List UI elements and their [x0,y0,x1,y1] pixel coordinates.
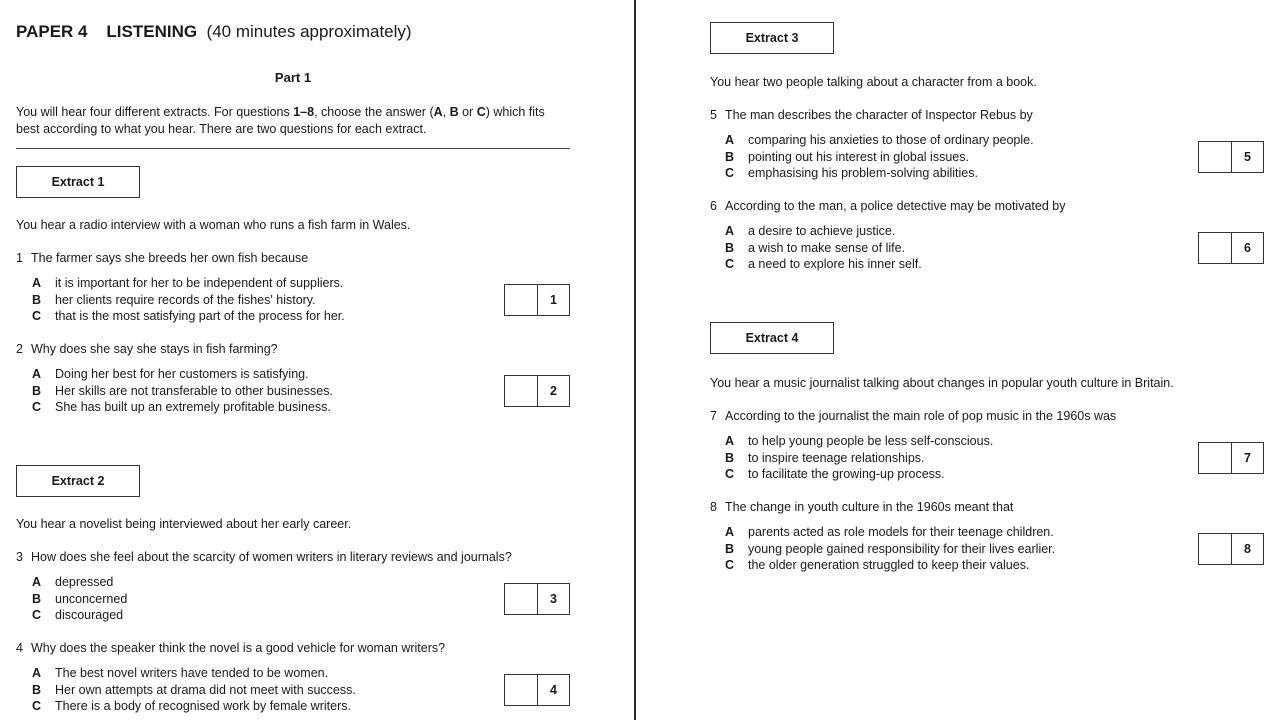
option-c [32,308,345,325]
option-letter: C [725,166,735,180]
answer-box-8[interactable] [1198,533,1264,565]
option-text: comparing his anxieties to those of ordinary people. [748,133,1034,147]
option-c [725,557,1055,574]
question-4-options [32,665,356,715]
paper-title [16,22,412,42]
option-text: a need to explore his inner self. [748,257,922,271]
instructions-letter: C [476,105,486,119]
instructions-letter: B [449,105,459,119]
question-6-options [725,223,922,273]
option-text: Her skills are not transferable to other businesses. [55,383,333,398]
instructions-text: ) which fits [485,105,545,119]
extract-2-context: You hear a novelist being interviewed about her early career. [16,517,352,531]
option-letter: A [32,276,42,290]
question-number: 5 [710,108,717,122]
option-text: her clients require records of the fishes' history. [55,292,316,307]
option-c [725,165,1034,182]
question-1-options [32,275,345,325]
option-letter: A [32,575,42,589]
extract-3-label: Extract 3 [710,22,834,54]
option-letter: A [725,434,735,448]
option-letter: A [725,525,735,539]
option-b [32,682,356,699]
option-text: There is a body of recognised work by female writers. [55,699,351,713]
question-number: 1 [16,251,23,265]
option-letter: C [32,699,42,713]
option-letter: B [725,541,735,556]
question-2 [16,342,278,356]
answer-box-4[interactable] [504,674,570,706]
question-text: Why does she say she stays in fish farming? [31,342,278,356]
question-text: How does she feel about the scarcity of women writers in literary reviews and journals? [31,550,512,564]
answer-box-3[interactable] [504,583,570,615]
option-text: a desire to achieve justice. [748,224,896,238]
answer-input[interactable] [505,675,538,705]
option-text: young people gained responsibility for their lives earlier. [748,541,1056,556]
instructions-range: 1–8 [293,105,315,119]
option-letter: B [32,682,42,697]
answer-input[interactable] [1199,443,1232,473]
option-letter: A [725,224,735,238]
answer-box-number: 5 [1244,150,1251,164]
answer-input[interactable] [1199,233,1232,263]
option-letter: C [32,608,42,622]
question-number: 6 [710,199,717,213]
question-text: The farmer says she breeds her own fish because [31,251,309,265]
question-text: According to the journalist the main role of pop music in the 1960s was [725,409,1117,423]
option-b [725,240,922,257]
option-letter: B [725,240,735,255]
question-5-options [725,132,1034,182]
option-text: that is the most satisfying part of the process for her. [55,309,345,323]
instructions-letter: A [433,105,443,119]
option-b [725,149,1034,166]
option-a [32,366,333,383]
option-c [32,607,127,624]
question-number: 8 [710,500,717,514]
answer-input[interactable] [505,584,538,614]
answer-box-number: 6 [1244,241,1251,255]
option-text: Her own attempts at drama did not meet with success. [55,682,356,697]
answer-input[interactable] [1199,534,1232,564]
question-7-options [725,433,993,483]
answer-box-number: 1 [550,293,557,307]
option-text: to facilitate the growing-up process. [748,467,945,481]
instructions-text: or [458,105,477,119]
question-text: Why does the speaker think the novel is a good vehicle for woman writers? [31,641,446,655]
question-5 [710,108,1033,122]
option-a [725,223,922,240]
answer-box-5[interactable] [1198,141,1264,173]
option-a [32,665,356,682]
option-letter: C [725,558,735,572]
option-text: Doing her best for her customers is satisfying. [55,367,309,381]
option-letter: C [32,400,42,414]
option-b [725,450,993,467]
option-letter: B [32,292,42,307]
option-a [725,132,1034,149]
option-letter: B [725,149,735,164]
option-text: discouraged [55,608,124,622]
answer-input[interactable] [505,376,538,406]
option-b [725,541,1055,558]
question-3 [16,550,512,564]
option-letter: A [32,666,42,680]
option-c [32,698,356,715]
option-text: it is important for her to be independent of suppliers. [55,276,344,290]
option-c [32,399,333,416]
answer-box-1[interactable] [504,284,570,316]
option-a [725,524,1055,541]
question-4 [16,641,445,655]
option-a [725,433,993,450]
option-letter: A [32,367,42,381]
paper-number: PAPER 4 [16,22,88,41]
question-8 [710,500,1013,514]
extract-4-label: Extract 4 [710,322,834,354]
extract-1-label: Extract 1 [16,166,140,198]
left-page [0,0,634,720]
option-text: pointing out his interest in global issues. [748,149,969,164]
answer-input[interactable] [1199,142,1232,172]
option-a [32,275,345,292]
divider-rule [16,148,570,149]
option-letter: A [725,133,735,147]
paper-duration: (40 minutes approximately) [206,22,412,41]
option-letter: C [725,257,735,271]
option-text: a wish to make sense of life. [748,240,906,255]
option-text: unconcerned [55,591,128,606]
question-7 [710,409,1116,423]
answer-box-number: 4 [550,683,557,697]
instructions-text: , choose the answer ( [314,105,434,119]
option-letter: B [725,450,735,465]
extract-3-context: You hear two people talking about a character from a book. [710,75,1037,89]
option-b [32,383,333,400]
extract-4-context: You hear a music journalist talking about changes in popular youth culture in Britain. [710,376,1174,390]
question-text: The change in youth culture in the 1960s meant that [725,500,1014,514]
part-heading: Part 1 [274,70,312,85]
question-3-options [32,574,127,624]
question-text: The man describes the character of Inspector Rebus by [725,108,1033,122]
answer-box-number: 7 [1244,451,1251,465]
answer-box-number: 2 [550,384,557,398]
option-text: emphasising his problem-solving abilities. [748,166,978,180]
question-number: 3 [16,550,23,564]
option-b [32,591,127,608]
option-a [32,574,127,591]
answer-box-number: 3 [550,592,557,606]
option-text: to inspire teenage relationships. [748,450,925,465]
extract-2-label: Extract 2 [16,465,140,497]
paper-section: LISTENING [106,22,198,41]
question-number: 2 [16,342,23,356]
answer-box-6[interactable] [1198,232,1264,264]
option-letter: B [32,591,42,606]
option-c [725,256,922,273]
instructions-text: , [442,105,450,119]
question-8-options [725,524,1055,574]
instructions-text: best according to what you hear. There are two questions for each extract. [16,121,427,136]
option-letter: C [32,309,42,323]
option-b [32,292,345,309]
question-number: 7 [710,409,717,423]
answer-box-7[interactable] [1198,442,1264,474]
option-letter: B [32,383,42,398]
option-text: the older generation struggled to keep their values. [748,558,1030,572]
answer-input[interactable] [505,285,538,315]
instructions-text: You will hear four different extracts. For questions [16,105,294,119]
right-page [636,0,1280,720]
question-number: 4 [16,641,23,655]
option-text: to help young people be less self-conscious. [748,434,994,448]
option-text: She has built up an extremely profitable business. [55,400,331,414]
question-6 [710,199,1065,213]
question-text: According to the man, a police detective may be motivated by [725,199,1066,213]
option-text: parents acted as role models for their teenage children. [748,525,1054,539]
answer-box-number: 8 [1244,542,1251,556]
option-c [725,466,993,483]
option-text: depressed [55,575,114,589]
question-2-options [32,366,333,416]
answer-box-2[interactable] [504,375,570,407]
instructions [16,104,576,137]
extract-1-context: You hear a radio interview with a woman who runs a fish farm in Wales. [16,218,411,232]
option-letter: C [725,467,735,481]
option-text: The best novel writers have tended to be women. [55,666,329,680]
question-1 [16,251,308,265]
